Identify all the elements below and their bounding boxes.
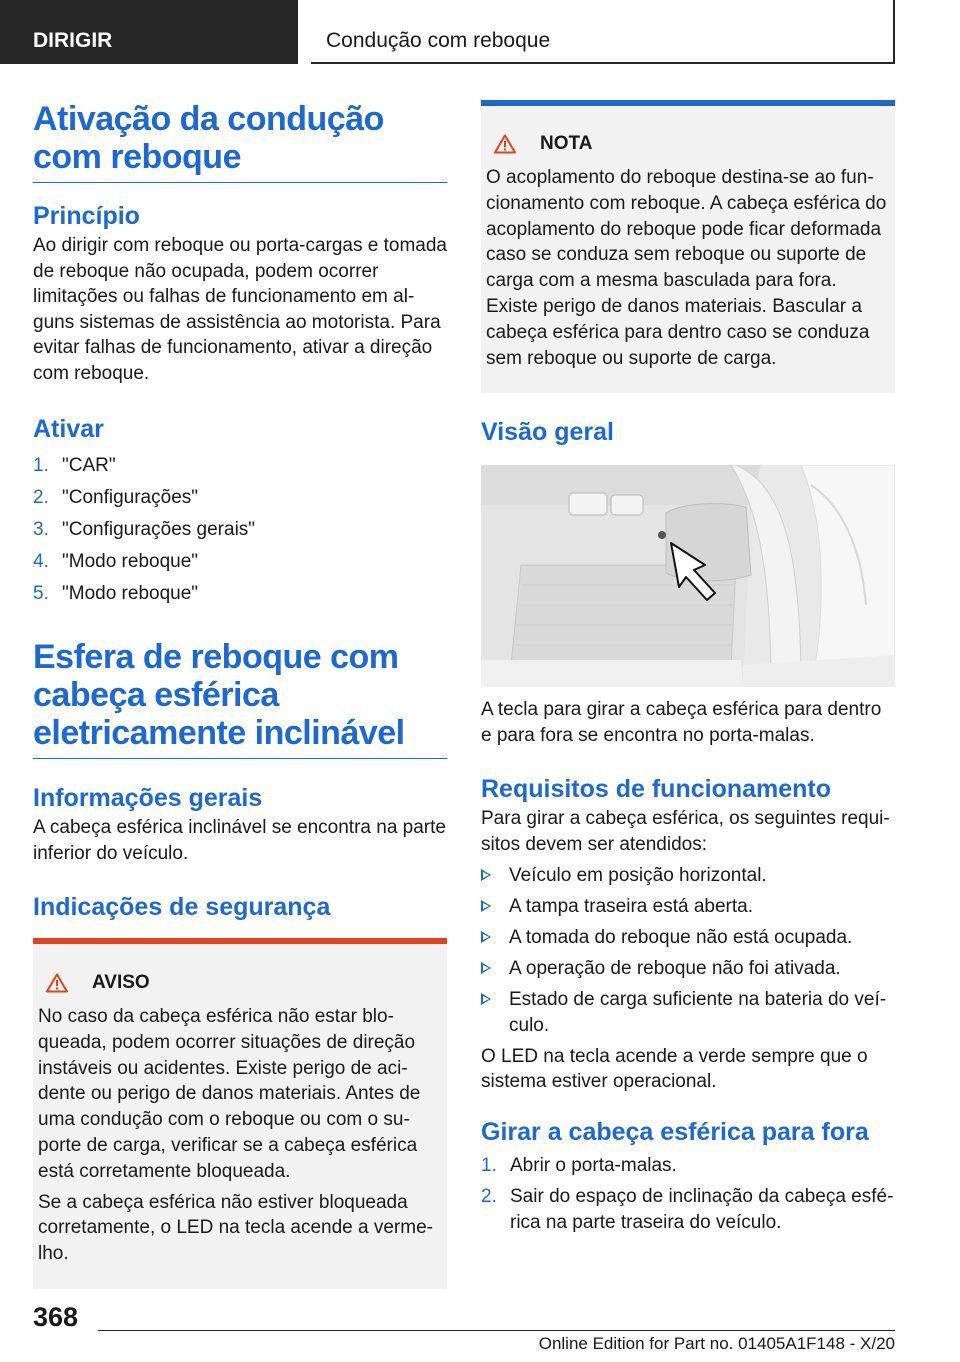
list-item [481,987,895,1038]
step-text: "Modo reboque" [62,551,199,572]
left-column [33,100,447,1289]
list-item [481,1184,895,1236]
step-number: 1. [33,455,49,476]
warning-box [33,938,447,1289]
chapter-title: Condução com reboque [311,0,895,64]
list-item [33,482,447,514]
warning-title-text: AVISO [92,972,150,993]
footer-divider [98,1330,895,1331]
list-item [33,546,447,578]
trunk-image [481,465,895,687]
warning-triangle-icon [494,134,516,154]
bullet-triangle-icon [481,931,491,943]
list-item [481,956,895,982]
step-number: 5. [33,583,49,604]
led-text: O LED na tecla acende a verde sempre que o sistema estiver operacional. [481,1045,868,1093]
requirements-list [481,863,895,1038]
principle-text: Ao dirigir com reboque ou porta-cargas e tomada de reboque não ocupada, podem ocorrer limitações ou falhas de funcionamento em alguns sistemas de assistência ao motorista. Para evitar falhas de funcionamento, ativar a direção com reboque. [33,235,448,384]
heading-activate: Ativar [33,415,104,443]
note-title [486,131,890,156]
step-text: "CAR" [62,455,116,476]
heading-principle: Princípio [33,202,140,230]
list-item [33,450,447,482]
heading-activation-wrap [33,100,447,183]
list-item [33,578,447,610]
warning-triangle-icon [46,973,68,993]
step-text: "Configurações gerais" [62,519,256,540]
requirement-text: Veículo em posição horizontal. [509,865,767,887]
list-item [481,863,895,889]
page-number: 368 [33,1302,79,1332]
requirement-text: A tomada do reboque não está ocupada. [509,927,853,949]
step-text: "Configurações" [62,487,199,508]
bullet-triangle-icon [481,962,491,974]
requirement-text: A tampa traseira está aberta. [509,896,753,918]
note-text: O acoplamento do reboque destina-se ao funcionamento com reboque. A cabeça esférica do acoplamento do reboque pode ficar deformada caso se conduza sem reboque ou suporte de carga com a mesma basculada para fora. Existe perigo de danos materiais. Bascular a cabeça esférica para dentro caso se conduza sem reboque ou suporte de carga. [486,167,887,369]
heading-ball-coupling: Esfera de reboque com cabeça esférica eletricamente inclinável [33,638,405,752]
note-title-text: NOTA [540,133,593,154]
bullet-triangle-icon [481,869,491,881]
requirement-text: Estado de carga suficiente na bateria do veículo. [509,989,887,1036]
activate-steps [33,450,447,610]
heading-activation: Ativação da condução com reboque [33,100,384,176]
heading-requirements: Requisitos de funcionamento [481,775,832,804]
note-box [481,100,895,393]
warning-text-2: Se a cabeça esférica não estiver bloqueada corretamente, o LED na tecla acende a vermelho. [38,1191,433,1265]
trunk-illustration [481,465,895,687]
step-text: Abrir o porta-malas. [510,1154,677,1176]
step-number: 2. [33,487,49,508]
list-item [481,1151,895,1181]
heading-general-info: Informações gerais [33,784,263,812]
footer-edition: Online Edition for Part no. 01405A1F148 - X/20 [538,1334,895,1353]
step-number: 1. [481,1154,497,1176]
step-text: "Modo reboque" [62,583,199,604]
section-tab: DIRIGIR [0,0,298,64]
heading-swing-out: Girar a cabeça esférica para fora [481,1117,869,1146]
warning-title [38,970,442,995]
heading-safety: Indicações de segurança [33,893,331,921]
list-item [33,514,447,546]
step-number: 4. [33,551,49,572]
overview-caption: A tecla para girar a cabeça esférica para dentro e para fora se encontra no porta-malas. [481,699,882,746]
heading-overview: Visão geral [481,418,614,447]
warning-text-1: No caso da cabeça esférica não estar bloqueada, podem ocorrer situações de direção instáveis ou acidentes. Existe perigo de acidente ou perigo de danos materiais. Antes de uma condução com o reboque ou com o suporte de carga, verificar se a cabeça esférica está corretamente bloqueada. [38,1006,421,1182]
heading-ball-wrap [33,638,447,759]
requirement-text: A operação de reboque não foi ativada. [509,958,841,980]
list-item [481,894,895,920]
bullet-triangle-icon [481,900,491,912]
step-text: Sair do espaço de inclinação da cabeça esférica na parte traseira do veículo. [510,1185,894,1233]
swing-steps [481,1151,895,1236]
step-number: 2. [481,1185,497,1207]
requirements-text: Para girar a cabeça esférica, os seguintes requisitos devem ser atendidos: [481,808,890,855]
right-column [481,100,895,1236]
bullet-triangle-icon [481,993,491,1005]
step-number: 3. [33,519,49,540]
general-info-text: A cabeça esférica inclinável se encontra na parte inferior do veículo. [33,817,446,864]
list-item [481,925,895,951]
